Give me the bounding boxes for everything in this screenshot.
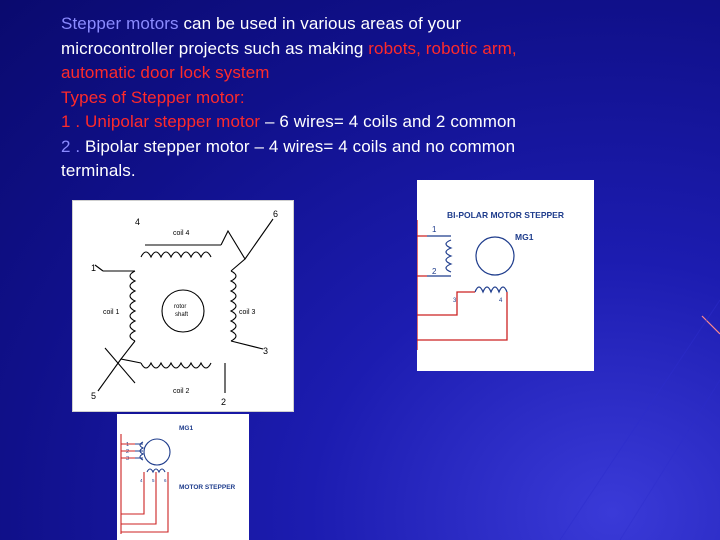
text-line-3-red: automatic door lock system: [61, 63, 270, 82]
terminal-5-label: 5: [91, 391, 97, 401]
text-line-1: [61, 12, 606, 37]
types-heading: [61, 86, 606, 111]
stepper-pin-4: 4: [140, 478, 143, 483]
coil-3-label: coil 3: [239, 309, 256, 316]
stepper-pin-6: 6: [164, 478, 167, 483]
coil-2-label: coil 2: [173, 388, 190, 395]
shaft-label: shaft: [175, 312, 189, 318]
bipolar-pin-1: 1: [432, 225, 437, 234]
coil-1-label: coil 1: [103, 309, 120, 316]
stepper-pin-2: 2: [126, 449, 130, 455]
stepper-component-label: MG1: [179, 425, 194, 432]
bipolar-pin-3: 3: [453, 298, 457, 304]
types-heading-text: Types of Stepper motor:: [61, 87, 245, 107]
bipolar-diagram: [417, 180, 594, 371]
rotor-label: rotor: [174, 304, 187, 310]
type-bipolar-number: 2 .: [61, 136, 81, 156]
text-line-7-white: terminals.: [61, 161, 136, 180]
type-unipolar: [61, 110, 606, 135]
terminal-4-label: 4: [135, 217, 141, 227]
stepper-title: MOTOR STEPPER: [179, 484, 236, 491]
type-bipolar-desc: Bipolar stepper motor – 4 wires= 4 coils and no common: [80, 136, 516, 156]
stepper-pin-5: 5: [152, 478, 155, 483]
bipolar-pin-2: 2: [432, 267, 437, 276]
terminal-6-label: 6: [273, 209, 279, 219]
stepper-pin-3: 3: [126, 456, 130, 462]
terminal-3-label: 3: [263, 346, 269, 356]
text-line-2-red: robots, robotic arm,: [368, 38, 517, 58]
unipolar-diagram: [72, 200, 294, 412]
terminal-1-label: 1: [91, 263, 97, 273]
term-stepper-motors: Stepper motors: [61, 14, 179, 33]
terminal-2-label: 2: [221, 397, 227, 407]
text-line-2: [61, 37, 606, 62]
type-unipolar-desc: – 6 wires= 4 coils and 2 common: [260, 112, 517, 131]
coil-4-label: coil 4: [173, 230, 190, 237]
text-line-3: [61, 61, 606, 86]
bipolar-title: BI-POLAR MOTOR STEPPER: [447, 210, 564, 220]
slide-body-text: [61, 12, 606, 184]
bipolar-pin-4: 4: [499, 298, 503, 304]
motor-stepper-diagram: [117, 414, 249, 540]
bipolar-component-label: MG1: [515, 232, 534, 242]
text-line-2-white: microcontroller projects such as making: [61, 38, 369, 58]
type-unipolar-label: 1 . Unipolar stepper motor: [61, 112, 261, 131]
type-bipolar: [61, 135, 606, 160]
text-line-1-rest: can be used in various areas of your: [178, 14, 462, 33]
stepper-pin-1: 1: [126, 442, 130, 448]
